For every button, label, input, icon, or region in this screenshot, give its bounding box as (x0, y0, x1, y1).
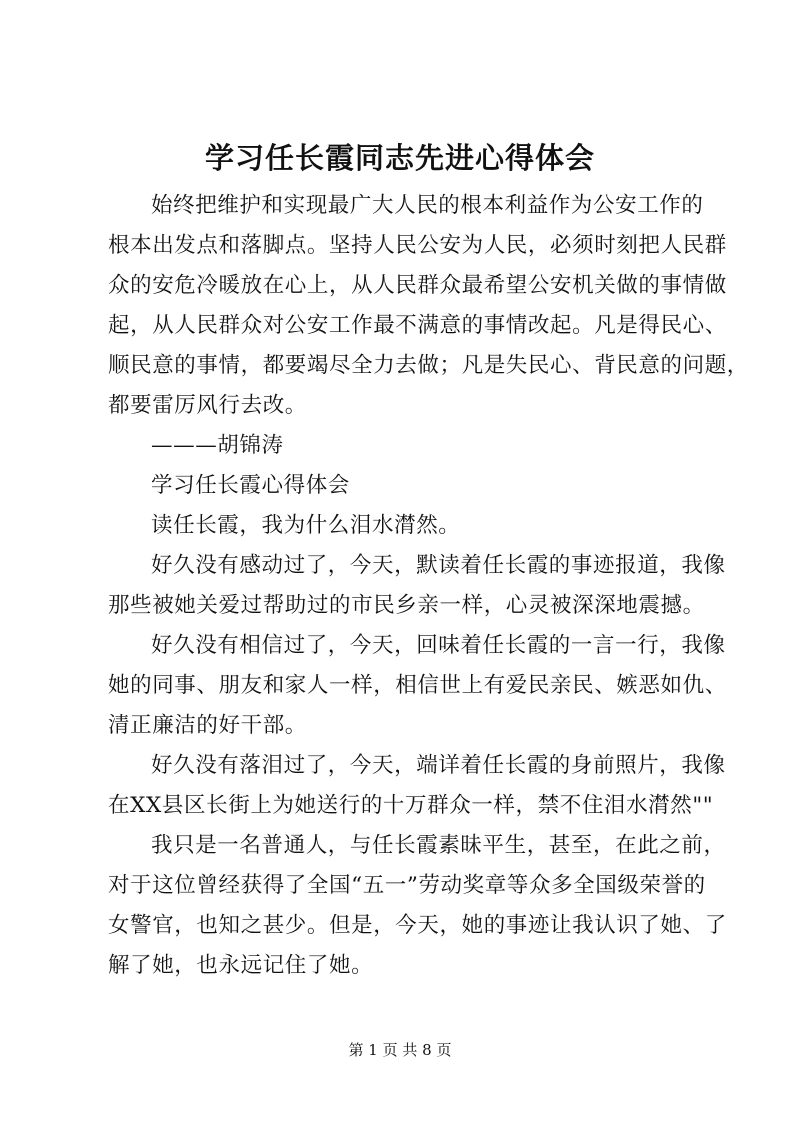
text-line: 好久没有感动过了，今天，默读着任长霞的事迹报道，我像 (151, 553, 726, 578)
text-line: 起，从人民群众对公安工作最不满意的事情改起。凡是得民心、 (108, 313, 727, 338)
document-body (108, 186, 749, 986)
text-line: 解了她，也永远记住了她。 (108, 953, 374, 978)
text-line: 清正廉洁的好干部。 (108, 713, 307, 738)
section-heading: 学习任长霞心得体会 (151, 473, 350, 498)
text-line: 她的同事、朋友和家人一样，相信世上有爱民亲民、嫉恶如仇、 (108, 673, 727, 698)
text-line: 始终把维护和实现最广大人民的根本利益作为公安工作的 (151, 193, 704, 218)
text-line: 我只是一名普通人，与任长霞素昧平生，甚至，在此之前， (151, 833, 726, 858)
text-line: 对于这位曾经获得了全国“五一”劳动奖章等众多全国级荣誉的 (108, 873, 706, 898)
quote-attribution: ———胡锦涛 (151, 433, 284, 458)
text-line: 在XX县区长街上为她送行的十万群众一样，禁不住泪水潸然"" (108, 793, 714, 818)
text-line: 都要雷厉风行去改。 (108, 393, 307, 418)
text-line: 好久没有相信过了，今天，回味着任长霞的一言一行，我像 (151, 633, 726, 658)
text-line: 女警官，也知之甚少。但是，今天，她的事迹让我认识了她、了 (108, 913, 727, 938)
text-line: 好久没有落泪过了，今天，端详着任长霞的身前照片，我像 (151, 753, 726, 778)
text-line: 众的安危冷暖放在心上，从人民群众最希望公安机关做的事情做 (108, 273, 727, 298)
text-line: 读任长霞，我为什么泪水潸然。 (151, 513, 461, 538)
text-line: 顺民意的事情，都要竭尽全力去做；凡是失民心、背民意的问题， (108, 353, 749, 378)
text-line: 那些被她关爱过帮助过的市民乡亲一样，心灵被深深地震撼。 (108, 593, 705, 618)
text-line: 根本出发点和落脚点。坚持人民公安为人民，必须时刻把人民群 (108, 233, 727, 258)
document-title: 学习任长霞同志先进心得体会 (204, 141, 595, 175)
page-number-footer: 第 1 页 共 8 页 (348, 1041, 452, 1059)
